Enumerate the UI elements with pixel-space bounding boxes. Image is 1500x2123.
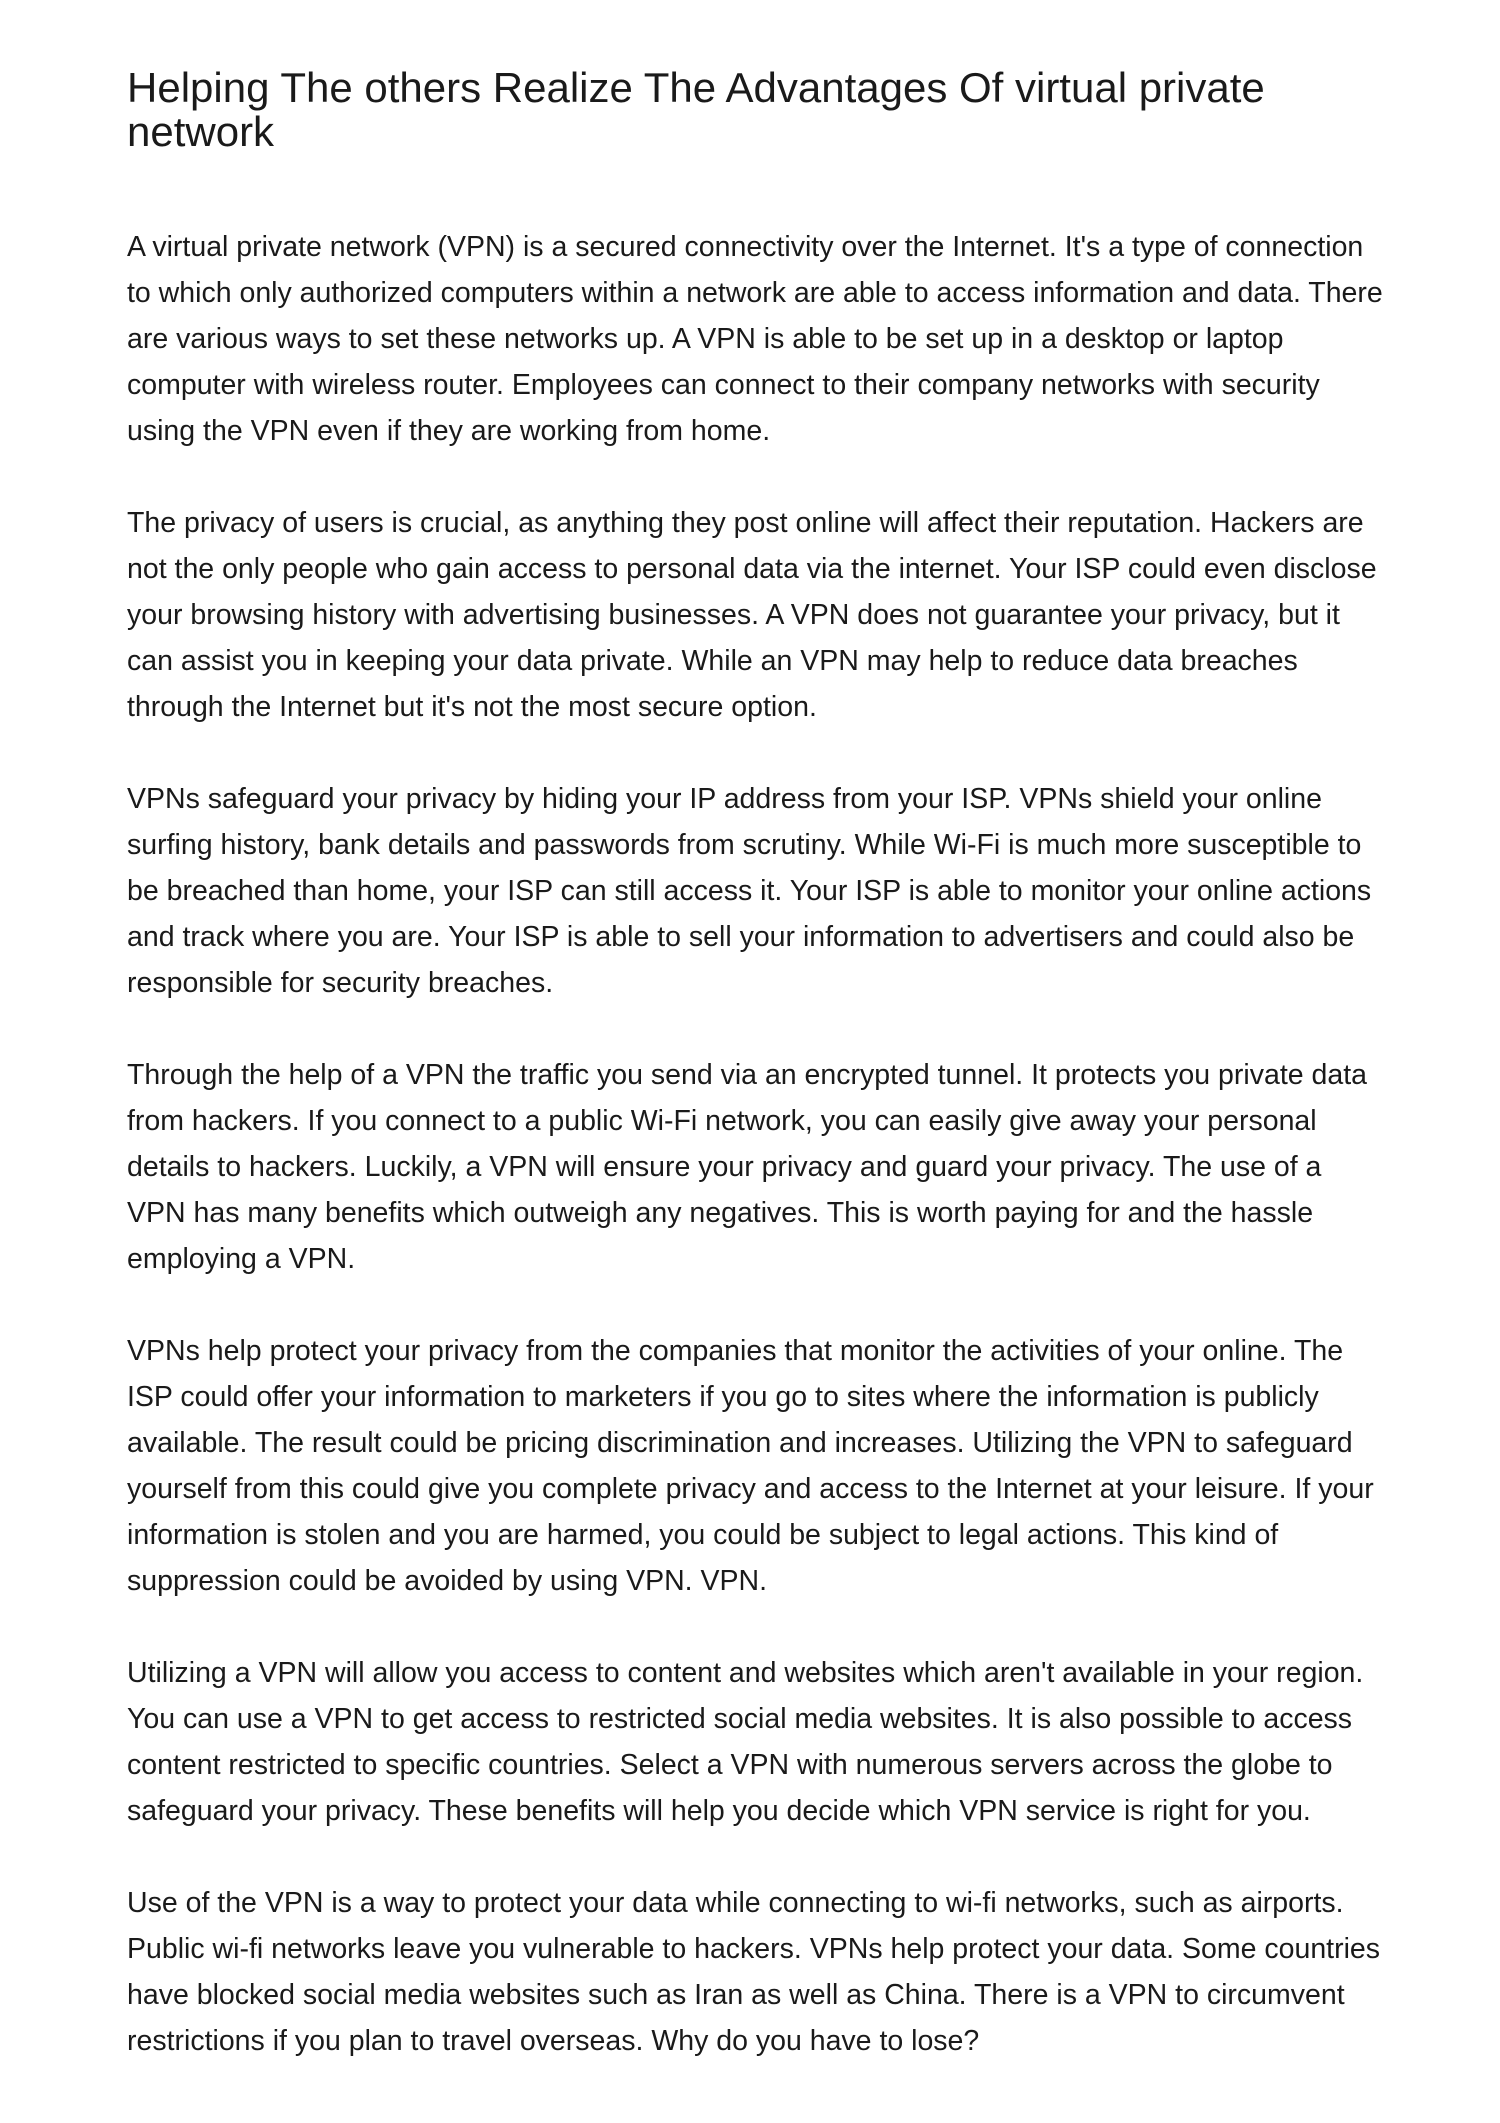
document-page [127,66,1387,2110]
paragraph-6: Utilizing a VPN will allow you access to content and websites which aren't available in your region. You can use a VPN to get access to restricted social media websites. It is also possible to access content restricted to specific countries. Select a VPN with numerous servers across the globe to safeguard your privacy. These benefits will help you decide which VPN service is right for you. [127,1657,1364,1827]
paragraph-7: Use of the VPN is a way to protect your data while connecting to wi-fi networks, such as airports. Public wi-fi networks leave you vulnerable to hackers. VPNs help protect your data. Some countries have blocked social media websites such as Iran as well as China. There is a VPN to circumvent restrictions if you plan to travel overseas. Why do you have to lose? [127,1887,1381,2057]
paragraph-5: VPNs help protect your privacy from the companies that monitor the activities of your online. The ISP could offer your information to marketers if you go to sites where the information is publicly available. The result could be pricing discrimination and increases. Utilizing the VPN to safeguard yourself from this could give you complete privacy and access to the Internet at your leisure. If your information is stolen and you are harmed, you could be subject to legal actions. This kind of suppression could be avoided by using VPN. VPN. [127,1335,1374,1597]
paragraph-3: VPNs safeguard your privacy by hiding your IP address from your ISP. VPNs shield your online surfing history, bank details and passwords from scrutiny. While Wi-Fi is much more susceptible to be breached than home, your ISP can still access it. Your ISP is able to monitor your online actions and track where you are. Your ISP is able to sell your information to advertisers and could also be responsible for security breaches. [127,783,1372,999]
paragraph-1: A virtual private network (VPN) is a secured connectivity over the Internet. It's a type of connection to which only authorized computers within a network are able to access information and data. There are various ways to set these networks up. A VPN is able to be set up in a desktop or laptop computer with wireless router. Employees can connect to their company networks with security using the VPN even if they are working from home. [127,231,1383,447]
paragraph-2: The privacy of users is crucial, as anything they post online will affect their reputation. Hackers are not the only people who gain access to personal data via the internet. Your ISP could even disclose your browsing history with advertising businesses. A VPN does not guarantee your privacy, but it can assist you in keeping your data private. While an VPN may help to reduce data breaches through the Internet but it's not the most secure option. [127,507,1377,723]
page-title: Helping The others Realize The Advantages Of virtual private network [127,64,1265,155]
paragraph-4: Through the help of a VPN the traffic you send via an encrypted tunnel. It protects you private data from hackers. If you connect to a public Wi-Fi network, you can easily give away your personal details to hackers. Luckily, a VPN will ensure your privacy and guard your privacy. The use of a VPN has many benefits which outweigh any negatives. This is worth paying for and the hassle employing a VPN. [127,1059,1367,1275]
